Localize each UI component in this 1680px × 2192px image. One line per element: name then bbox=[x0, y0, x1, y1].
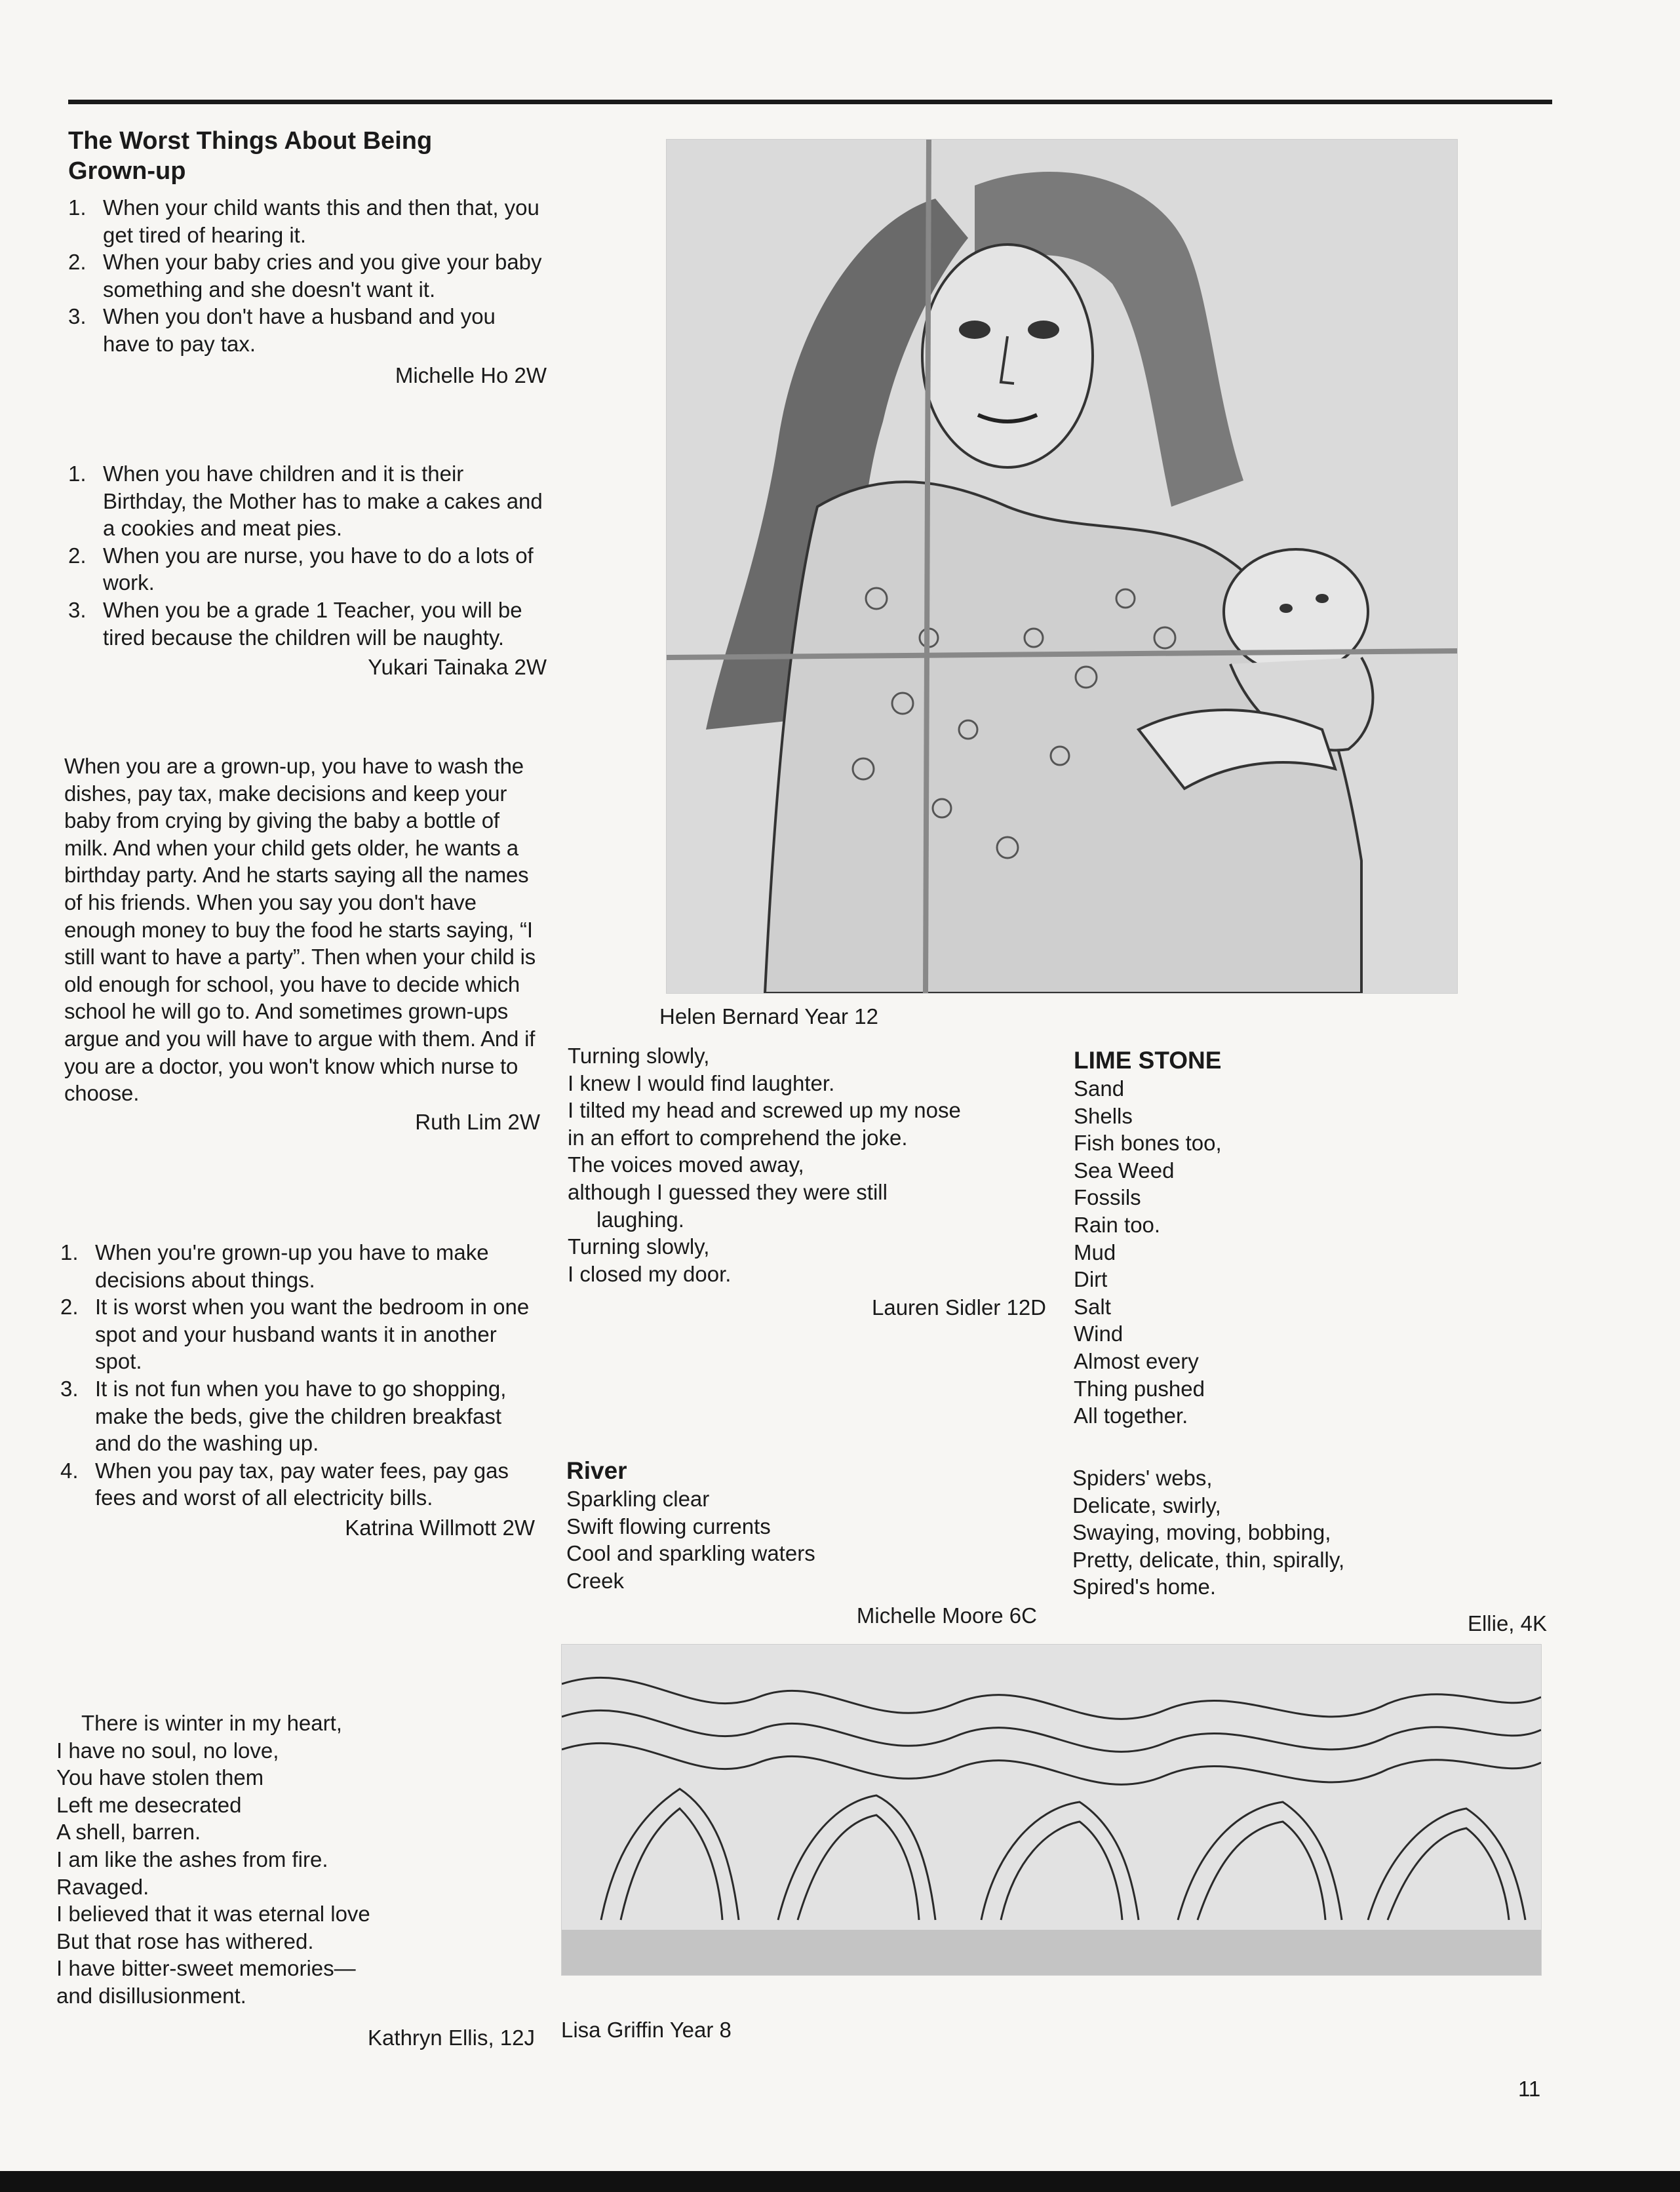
poem-line: Turning slowly, bbox=[568, 1234, 710, 1259]
poem-line: The voices moved away, bbox=[568, 1152, 804, 1177]
page-number: 11 bbox=[1518, 2077, 1541, 2101]
mother-baby-drawing bbox=[666, 139, 1458, 994]
swirling-landscape-drawing bbox=[561, 1644, 1542, 1976]
poem-line: You have stolen them bbox=[56, 1765, 264, 1790]
author-byline: Ruth Lim 2W bbox=[415, 1109, 540, 1134]
landscape-drawing-caption: Lisa Griffin Year 8 bbox=[561, 2018, 732, 2042]
list-item: 4. When you pay tax, pay water fees, pay gas fees and worst of all electricity bills. bbox=[60, 1458, 509, 1510]
author-byline: Michelle Moore 6C bbox=[856, 1603, 1037, 1628]
poem-line: Sand bbox=[1074, 1076, 1125, 1101]
poem-line: Delicate, swirly, bbox=[1072, 1493, 1221, 1517]
poem-line: Fossils bbox=[1074, 1185, 1141, 1210]
poem-line: I believed that it was eternal love bbox=[56, 1902, 370, 1927]
poem-line: A shell, barren. bbox=[56, 1820, 201, 1845]
poem-line: although I guessed they were still bbox=[568, 1179, 888, 1204]
piece-katrina-willmott bbox=[60, 1239, 535, 1542]
poem-line: All together. bbox=[1074, 1403, 1188, 1428]
numbered-list bbox=[68, 194, 547, 358]
piece-ruth-lim bbox=[64, 753, 540, 1136]
list-item: 1. When you have children and it is their Birthday, the Mother has to make a cakes and a cookies and meat pies. bbox=[68, 461, 543, 541]
poem-line: Ravaged. bbox=[56, 1874, 149, 1899]
poem-line: There is winter in my heart, bbox=[81, 1711, 342, 1735]
poem-spiders-webs bbox=[1072, 1464, 1544, 1601]
poem-winter bbox=[56, 1710, 535, 2052]
poem-line: Rain too. bbox=[1074, 1212, 1161, 1237]
list-item: 2. It is worst when you want the bedroom in one spot and your husband wants it in another spot. bbox=[60, 1295, 530, 1374]
poem-line: Dirt bbox=[1074, 1267, 1108, 1292]
poem-line: Cool and sparkling waters bbox=[566, 1541, 815, 1566]
poem-line: I have bitter-sweet memories— bbox=[56, 1956, 356, 1981]
poem-line: I closed my door. bbox=[568, 1261, 732, 1286]
poem-line: Sea Weed bbox=[1074, 1158, 1175, 1183]
list-item: 2. When you are nurse, you have to do a lots of work. bbox=[68, 543, 534, 595]
numbered-list bbox=[68, 460, 547, 651]
list-item: 3. It is not fun when you have to go shopping, make the beds, give the children breakfast and do the washing up. bbox=[60, 1376, 507, 1456]
poem-title: River bbox=[566, 1457, 627, 1484]
list-item: 1. When you're grown-up you have to make decisions about things. bbox=[60, 1240, 489, 1292]
list-item: 1. When your child wants this and then that, you get tired of hearing it. bbox=[68, 195, 539, 247]
poem-line: Turning slowly, bbox=[568, 1044, 710, 1068]
paragraph: When you are a grown-up, you have to wash the dishes, pay tax, make decisions and keep your baby from crying by giving the baby a bottle of milk. And when your child gets older, he wants a birthday party. And he starts saying all the names of his friends. When you say you don't have enough money to buy the food he starts saying, “I still want to have a party”. Then when your child is old enough for school, you have to decide which school he will go to. And sometimes grown-ups argue and you will have to argue with them. And if you are a doctor, you won't know which nurse to choose. bbox=[64, 754, 536, 1106]
poem-line: Sparkling clear bbox=[566, 1487, 710, 1511]
poem-line: I tilted my head and screwed up my nose bbox=[568, 1098, 961, 1123]
poem-line: Wind bbox=[1074, 1321, 1123, 1346]
mother-drawing-caption: Helen Bernard Year 12 bbox=[659, 1004, 878, 1028]
worst-things-title: The Worst Things About Being Grown-up bbox=[68, 127, 433, 185]
poem-line: Salt bbox=[1074, 1294, 1111, 1319]
poem-line: Swaying, moving, bobbing, bbox=[1072, 1520, 1331, 1545]
poem-line: Pretty, delicate, thin, spirally, bbox=[1072, 1547, 1345, 1572]
poem-line: But that rose has withered. bbox=[56, 1928, 314, 1953]
poem-line: Spired's home. bbox=[1072, 1575, 1217, 1599]
top-rule bbox=[68, 100, 1552, 104]
poem-line: in an effort to comprehend the joke. bbox=[568, 1125, 908, 1150]
poem-line: Left me desecrated bbox=[56, 1792, 242, 1817]
piece-michelle-ho bbox=[68, 194, 547, 389]
list-item: 3. When you don't have a husband and you have to pay tax. bbox=[68, 304, 496, 356]
list-item: 3. When you be a grade 1 Teacher, you will be tired because the children will be naughty. bbox=[68, 597, 522, 650]
list-item: 2. When your baby cries and you give your baby something and she doesn't want it. bbox=[68, 250, 542, 302]
author-byline: Kathryn Ellis, 12J bbox=[368, 2025, 535, 2050]
poem-line: Thing pushed bbox=[1074, 1376, 1205, 1401]
poem-title: LIME STONE bbox=[1074, 1047, 1222, 1074]
author-byline: Michelle Ho 2W bbox=[395, 362, 547, 387]
poem-line: Mud bbox=[1074, 1240, 1116, 1264]
numbered-list bbox=[60, 1239, 535, 1512]
poem-line: Fish bones too, bbox=[1074, 1131, 1222, 1156]
poem-line: I am like the ashes from fire. bbox=[56, 1847, 328, 1871]
poem-river bbox=[566, 1457, 1045, 1630]
poem-lime-stone bbox=[1074, 1046, 1467, 1430]
poem-line: laughing. bbox=[596, 1207, 684, 1232]
poem-line: and disillusionment. bbox=[56, 1983, 246, 2008]
poem-line: Creek bbox=[566, 1568, 625, 1593]
poem-turning-slowly bbox=[568, 1042, 1046, 1321]
author-byline: Katrina Willmott 2W bbox=[345, 1515, 535, 1540]
author-byline: Yukari Tainaka 2W bbox=[368, 655, 547, 680]
poem-line: Shells bbox=[1074, 1103, 1133, 1128]
poem-line: Swift flowing currents bbox=[566, 1514, 771, 1538]
poem-line: I have no soul, no love, bbox=[56, 1738, 279, 1763]
poem-line: Almost every bbox=[1074, 1348, 1199, 1373]
poem-line: Spiders' webs, bbox=[1072, 1466, 1213, 1490]
poem-line: I knew I would find laughter. bbox=[568, 1070, 835, 1095]
author-byline: Lauren Sidler 12D bbox=[872, 1295, 1046, 1320]
bottom-scan-edge bbox=[0, 2171, 1680, 2192]
author-byline: Ellie, 4K bbox=[1467, 1611, 1547, 1635]
piece-yukari-tainaka bbox=[68, 460, 547, 681]
